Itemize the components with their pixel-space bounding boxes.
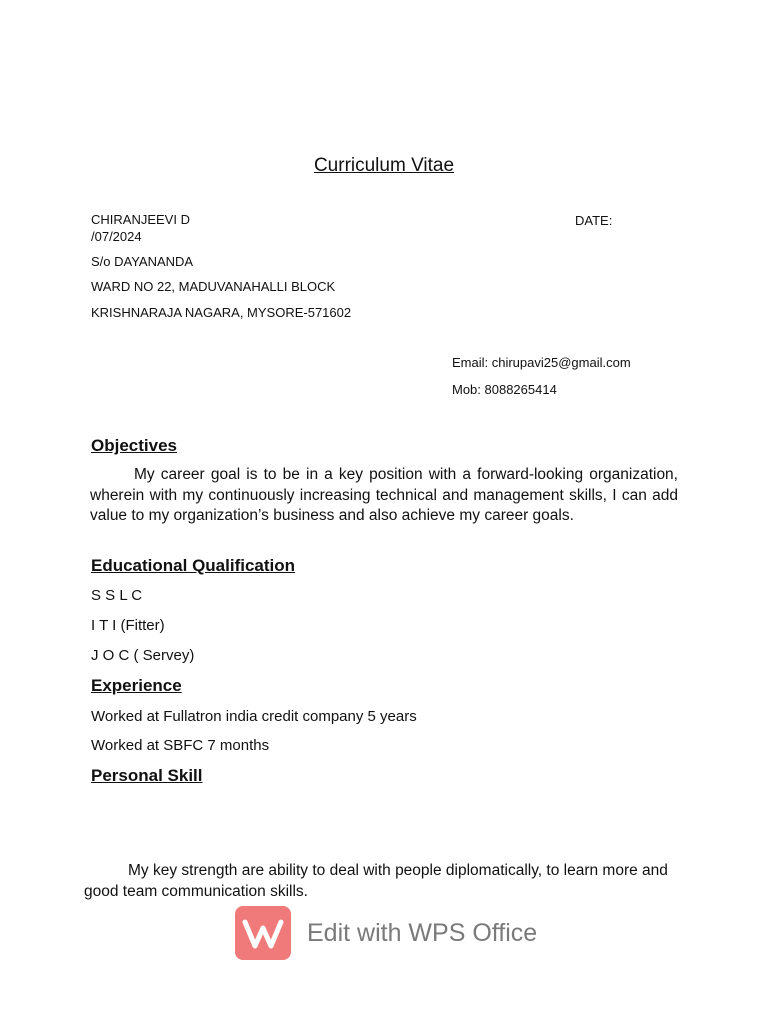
education-item: S S L C xyxy=(91,587,143,604)
experience-heading: Experience xyxy=(91,676,182,695)
mobile-value: 8088265414 xyxy=(484,382,557,397)
address-line-2: WARD NO 22, MADUVANAHALLI BLOCK xyxy=(91,279,336,294)
personal-skill-heading: Personal Skill xyxy=(91,766,203,785)
email-value: chirupavi25@gmail.com xyxy=(491,355,631,370)
date-label: DATE: xyxy=(575,213,613,228)
date-value: /07/2024 xyxy=(91,229,142,244)
personal-skill-paragraph xyxy=(84,861,684,902)
wps-logo-icon xyxy=(235,906,291,960)
experience-item: Worked at Fullatron india credit company 5 years xyxy=(91,708,417,725)
education-item: I T I (Fitter) xyxy=(91,617,165,634)
mobile-label: Mob: xyxy=(452,382,485,397)
education-heading: Educational Qualification xyxy=(91,556,296,575)
experience-item: Worked at SBFC 7 months xyxy=(91,737,270,754)
objectives-heading: Objectives xyxy=(91,436,177,455)
email-label: Email: xyxy=(452,355,492,370)
candidate-name: CHIRANJEEVI D xyxy=(91,212,190,227)
address-line-1: S/o DAYANANDA xyxy=(91,254,194,269)
document-title: Curriculum Vitae xyxy=(313,155,455,176)
education-item: J O C ( Servey) xyxy=(91,647,195,664)
objectives-paragraph xyxy=(90,465,678,527)
objectives-text: My career goal is to be in a key position with a forward-looking organization, wherein with my continuously increasing technical and management skills, I can add value to my organization’s business and also achieve my career goals. xyxy=(90,466,678,524)
mobile-line xyxy=(452,382,557,397)
wps-watermark[interactable] xyxy=(235,906,537,960)
personal-skill-text: My key strength are ability to deal with people diplomatically, to learn more and good team communication skills. xyxy=(84,862,668,900)
address-line-3: KRISHNARAJA NAGARA, MYSORE-571602 xyxy=(91,305,352,320)
email-line xyxy=(452,355,631,370)
wps-watermark-text: Edit with WPS Office xyxy=(307,918,538,947)
